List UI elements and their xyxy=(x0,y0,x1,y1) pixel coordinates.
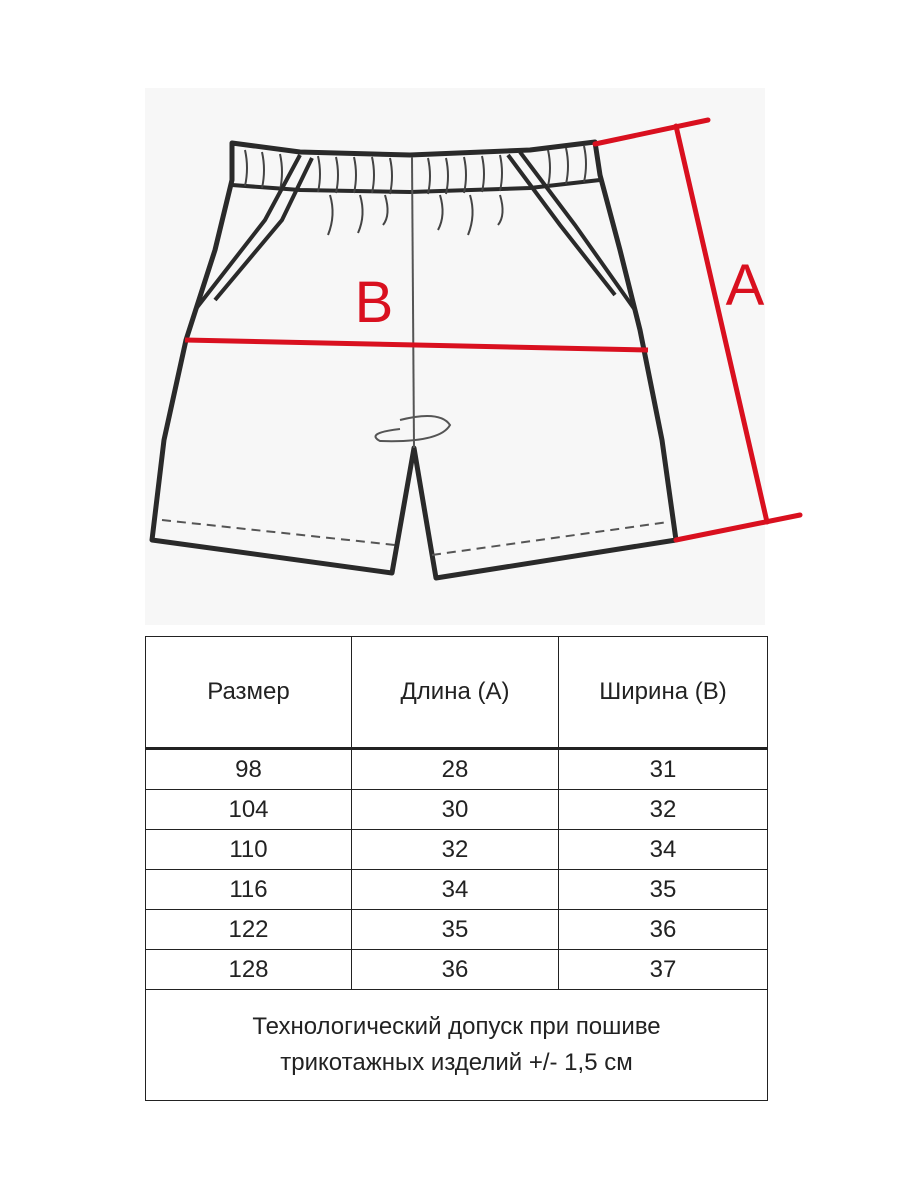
cell-size: 122 xyxy=(146,910,352,950)
cell-size: 110 xyxy=(146,830,352,870)
table-row xyxy=(146,950,768,990)
cell-length: 36 xyxy=(352,950,559,990)
cell-length: 34 xyxy=(352,870,559,910)
cell-width: 31 xyxy=(559,749,768,790)
table-row xyxy=(146,870,768,910)
header-length: Длина (А) xyxy=(352,637,559,749)
table-row xyxy=(146,790,768,830)
cell-size: 128 xyxy=(146,950,352,990)
cell-size: 98 xyxy=(146,749,352,790)
header-width: Ширина (В) xyxy=(559,637,768,749)
table-row xyxy=(146,830,768,870)
cell-width: 36 xyxy=(559,910,768,950)
diagram-background xyxy=(145,88,765,625)
tolerance-note xyxy=(146,990,768,1101)
cell-length: 35 xyxy=(352,910,559,950)
table-row xyxy=(146,749,768,790)
cell-width: 35 xyxy=(559,870,768,910)
table-row xyxy=(146,910,768,950)
tolerance-note-line-2: трикотажных изделий +/- 1,5 см xyxy=(280,1049,633,1076)
cell-size: 104 xyxy=(146,790,352,830)
cell-size: 116 xyxy=(146,870,352,910)
table-note-row xyxy=(146,990,768,1101)
width-measure-label: B xyxy=(354,270,394,335)
cell-width: 34 xyxy=(559,830,768,870)
size-chart-table xyxy=(145,636,768,1101)
cell-width: 37 xyxy=(559,950,768,990)
length-measure-label: A xyxy=(725,253,765,318)
table-header-row xyxy=(146,637,768,749)
cell-length: 30 xyxy=(352,790,559,830)
cell-width: 32 xyxy=(559,790,768,830)
tolerance-note-line-1: Технологический допуск при пошиве xyxy=(252,1013,661,1040)
cell-length: 32 xyxy=(352,830,559,870)
header-size: Размер xyxy=(146,637,352,749)
cell-length: 28 xyxy=(352,749,559,790)
